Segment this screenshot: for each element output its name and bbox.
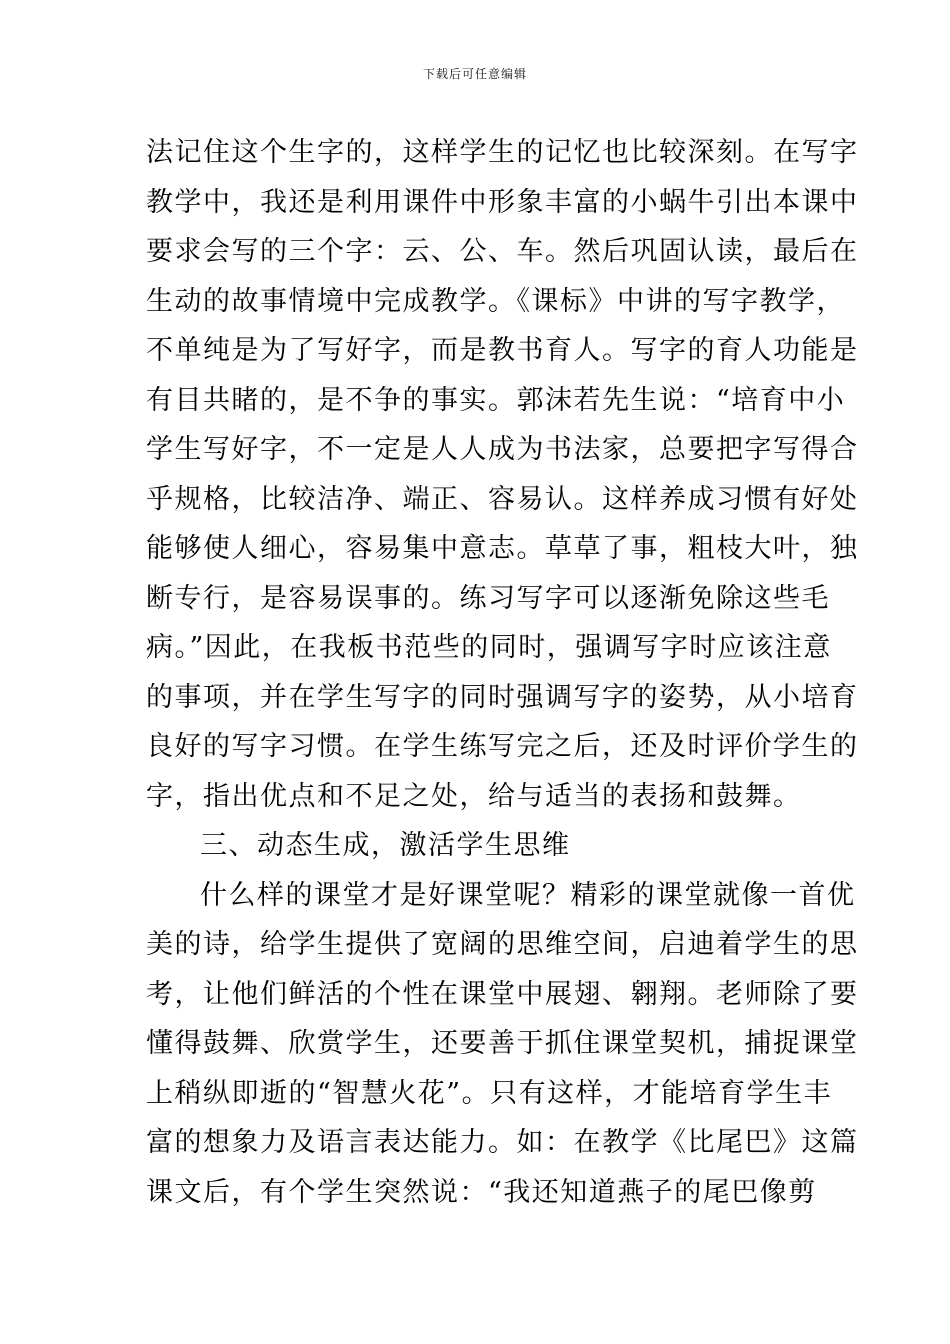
text-line: 美的诗，给学生提供了宽阔的思维空间，启迪着学生的思 xyxy=(146,929,859,960)
text-line: 乎规格，比较洁净、端正、容易认。这样养成习惯有好处 xyxy=(146,483,859,515)
text-line: 考，让他们鲜活的个性在课堂中展翅、翱翔。老师除了要 xyxy=(146,978,859,1010)
text-line: 课文后，有个学生突然说：“我还知道燕子的尾巴像剪 xyxy=(146,1176,817,1208)
text-line: 懂得鼓舞、欣赏学生，还要善于抓住课堂契机，捕捉课堂 xyxy=(146,1028,859,1059)
text-line: 要求会写的三个字：云、公、车。然后巩固认读，最后在 xyxy=(146,236,859,267)
text-line: 教学中，我还是利用课件中形象丰富的小蜗牛引出本课中 xyxy=(146,186,859,218)
text-line: 有目共睹的，是不争的事实。郭沫若先生说：“培育中小 xyxy=(146,384,846,416)
paragraph-first-line: 什么样的课堂才是好课堂呢？精彩的课堂就像一首优 xyxy=(200,879,856,911)
page-header: 下载后可任意编辑 xyxy=(422,67,527,81)
text-line: 的事项，并在学生写字的同时强调写字的姿势，从小培育 xyxy=(146,681,859,713)
text-line: 学生写好字，不一定是人人成为书法家，总要把字写得合 xyxy=(146,434,859,465)
text-line: 生动的故事情境中完成教学。《课标》中讲的写字教学， xyxy=(146,285,845,317)
text-line: 断专行，是容易误事的。练习写字可以逐渐免除这些毛 xyxy=(146,582,830,614)
text-line: 能够使人细心，容易集中意志。草草了事，粗枝大叶，独 xyxy=(146,533,859,564)
section-heading: 三、动态生成，激活学生思维 xyxy=(200,830,571,861)
text-line: 法记住这个生字的，这样学生的记忆也比较深刻。在写字 xyxy=(146,137,859,168)
document-body xyxy=(146,128,859,1217)
text-line: 富的想象力及语言表达能力。如：在教学《比尾巴》这篇 xyxy=(146,1127,859,1158)
text-line: 上稍纵即逝的“智慧火花”。只有这样，才能培育学生丰 xyxy=(146,1077,833,1109)
text-line: 字，指出优点和不足之处，给与适当的表扬和鼓舞。 xyxy=(146,780,802,812)
text-line: 良好的写字习惯。在学生练写完之后，还及时评价学生的 xyxy=(146,731,859,762)
text-line: 不单纯是为了写好字，而是教书育人。写字的育人功能是 xyxy=(146,335,859,366)
text-line: 病。”因此，在我板书范些的同时，强调写字时应该注意 xyxy=(146,632,832,663)
